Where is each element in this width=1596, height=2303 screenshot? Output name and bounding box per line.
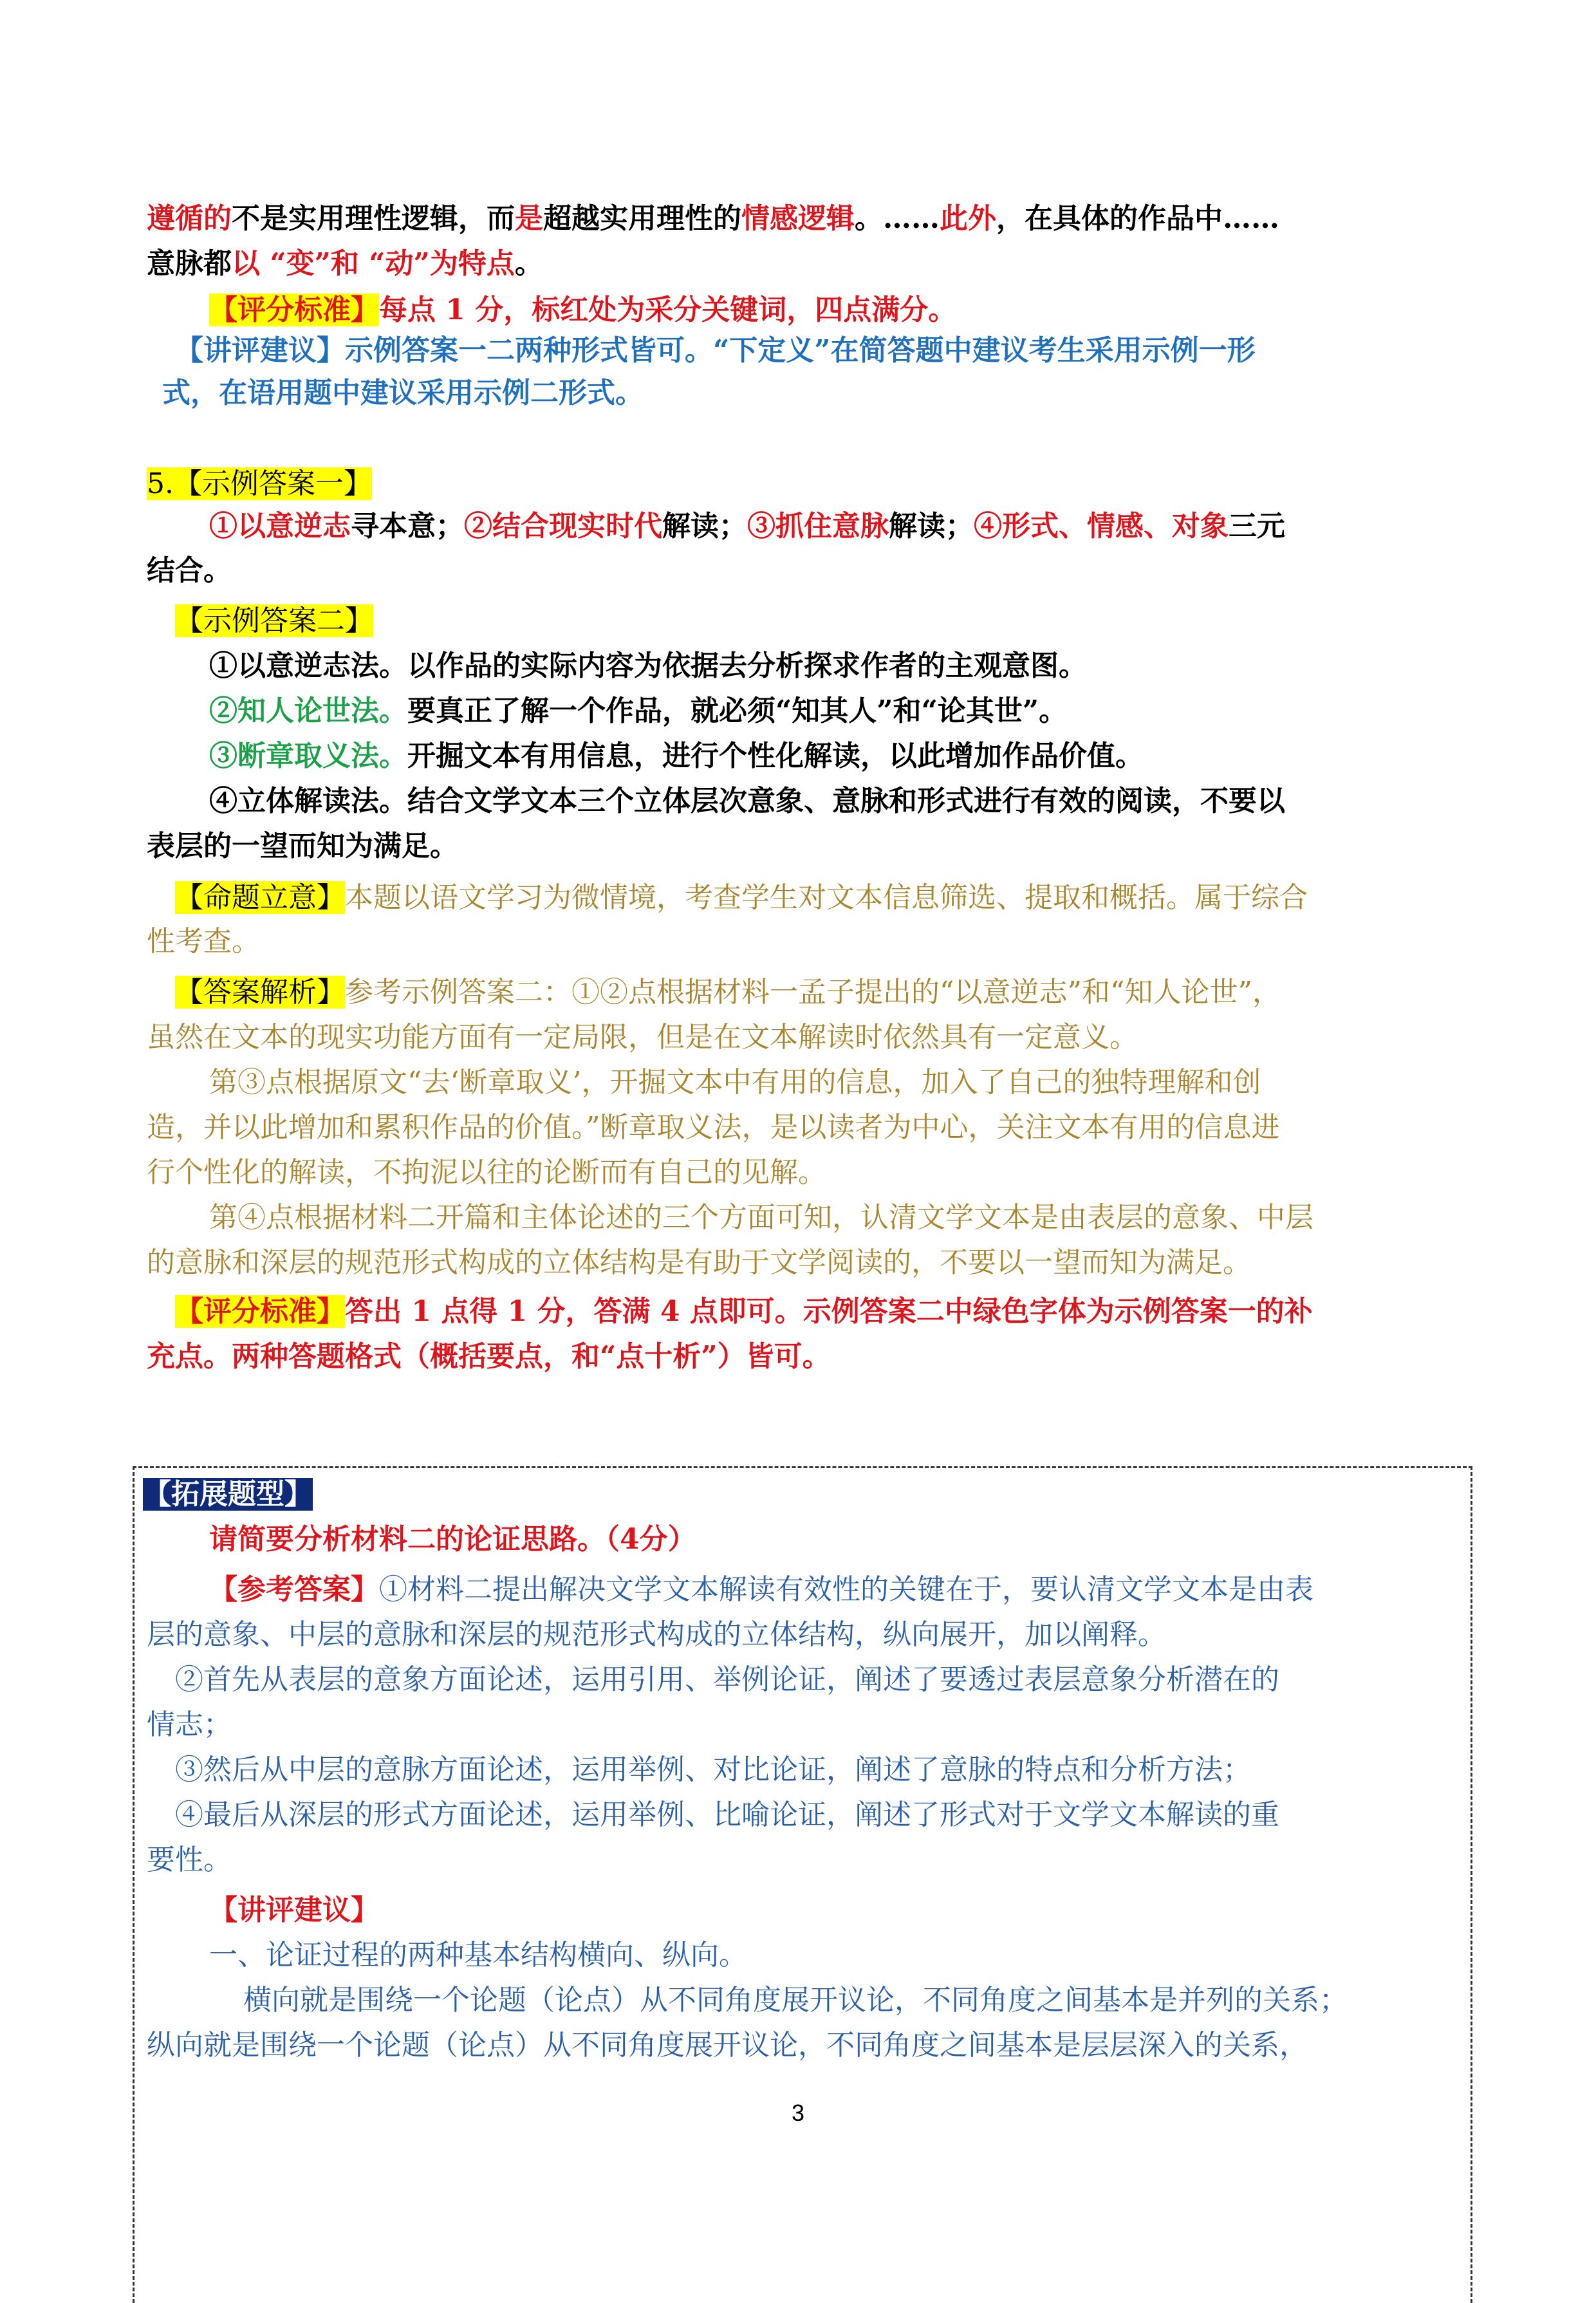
text: 超越实用理性的 bbox=[543, 202, 741, 235]
text: 。…… bbox=[855, 202, 940, 235]
keyword: 遵循的 bbox=[147, 202, 232, 235]
supplement-head: ②知人论世法。 bbox=[209, 695, 407, 727]
s5-intent-line2: 性考查。 bbox=[147, 925, 260, 958]
question-number: 5. bbox=[147, 467, 174, 500]
ext-advice-tag: 【讲评建议】 bbox=[209, 1894, 379, 1926]
ref-tag: 【参考答案】 bbox=[209, 1573, 379, 1606]
ext-tag-line bbox=[143, 1475, 1456, 1514]
ext-ref-line3: ②首先从表层的意象方面论述，运用引用、举例论证，阐述了要透过表层意象分析潜在的 bbox=[175, 1663, 1279, 1696]
analysis-text: 参考示例答案二：①②点根据材料一孟子提出的“以意逆志”和“知人论世”， bbox=[345, 976, 1281, 1009]
score-tag: 【评分标准】 bbox=[209, 294, 379, 326]
ext-ref-line2: 层的意象、中层的意脉和深层的规范形式构成的立体结构，纵向展开，加以阐释。 bbox=[147, 1618, 1166, 1651]
keyword: ③抓住意脉 bbox=[747, 510, 889, 543]
ext-question: 请简要分析材料二的论证思路。（4分） bbox=[209, 1523, 696, 1556]
text: ，在具体的作品中…… bbox=[996, 202, 1279, 235]
ext-ref-line1 bbox=[209, 1571, 1522, 1609]
keyword: ②结合现实时代 bbox=[464, 510, 662, 543]
s5-a2-item3 bbox=[209, 737, 1522, 776]
s5-analysis-line2: 虽然在文本的现实功能方面有一定局限，但是在文本解读时依然具有一定意义。 bbox=[147, 1021, 1138, 1054]
s5-analysis-line5: 行个性化的解读，不拘泥以往的论断而有自己的见解。 bbox=[147, 1156, 826, 1189]
text: 不是实用理性逻辑，而 bbox=[232, 202, 515, 235]
text: 意脉都 bbox=[147, 247, 232, 280]
s5-answer2-heading bbox=[175, 602, 1488, 640]
s5-analysis-line6: 第④点根据材料二开篇和主体论述的三个方面可知，认清文学文本是由表层的意象、中层 bbox=[209, 1201, 1313, 1234]
s5-analysis-line1 bbox=[175, 973, 1488, 1012]
intent-tag: 【命题立意】 bbox=[175, 881, 345, 914]
s5-analysis-line3: 第③点根据原文“去‘断章取义’，开掘文本中有用的信息，加入了自己的独特理解和创 bbox=[209, 1066, 1261, 1099]
ext-ref-line4: 情志； bbox=[147, 1708, 232, 1741]
keyword: 此外 bbox=[940, 202, 996, 235]
s4-advice-line1: 【讲评建议】示例答案一二两种形式皆可。“下定义”在简答题中建议考生采用示例一形 bbox=[175, 334, 1256, 367]
s5-score-line1 bbox=[175, 1292, 1488, 1331]
answer1-tag: 【示例答案一】 bbox=[173, 467, 372, 500]
page-number: 3 bbox=[791, 2100, 805, 2126]
keyword: 情感逻辑 bbox=[741, 202, 855, 235]
text: 。 bbox=[514, 247, 543, 280]
s5-a2-item1: ①以意逆志法。以作品的实际内容为依据去分析探求作者的主观意图。 bbox=[209, 649, 1087, 682]
s5-a1-line2: 结合。 bbox=[147, 554, 232, 587]
s5-a2-item2 bbox=[209, 692, 1522, 731]
s4-line2 bbox=[147, 245, 1460, 283]
extension-tag: 【拓展题型】 bbox=[143, 1478, 313, 1511]
keyword: ④形式、情感、对象 bbox=[974, 510, 1229, 543]
score-text: 每点 1 分，标红处为采分关键词，四点满分。 bbox=[379, 294, 957, 326]
ext-advice-line3: 纵向就是围绕一个论题（论点）从不同角度展开议论，不同角度之间基本是层层深入的关系， bbox=[147, 2029, 1308, 2062]
s5-a2-item4-line2: 表层的一望而知为满足。 bbox=[147, 830, 458, 862]
text: 解读； bbox=[662, 510, 747, 543]
ext-ref-line6: ④最后从深层的形式方面论述，运用举例、比喻论证，阐述了形式对于文学文本解读的重 bbox=[175, 1798, 1279, 1831]
text: 三元 bbox=[1229, 510, 1285, 543]
text: 寻本意； bbox=[351, 510, 464, 543]
score-text: 答出 1 点得 1 分，答满 4 点即可。示例答案二中绿色字体为示例答案一的补 bbox=[345, 1295, 1313, 1328]
s4-score bbox=[209, 291, 1522, 330]
s5-a1-line1 bbox=[209, 507, 1522, 546]
text: 要真正了解一个作品，就必须“知其人”和“论其世”。 bbox=[407, 695, 1068, 727]
keyword: ①以意逆志 bbox=[209, 510, 351, 543]
text: 解读； bbox=[889, 510, 974, 543]
ref-text: ①材料二提出解决文学文本解读有效性的关键在于，要认清文学文本是由表 bbox=[379, 1573, 1313, 1606]
s4-line1 bbox=[147, 200, 1460, 238]
s4-advice-line2: 式，在语用题中建议采用示例二形式。 bbox=[162, 377, 644, 409]
ext-ref-line5: ③然后从中层的意脉方面论述，运用举例、对比论证，阐述了意脉的特点和分析方法； bbox=[175, 1753, 1251, 1786]
intent-text: 本题以语文学习为微情境，考查学生对文本信息筛选、提取和概括。属于综合 bbox=[345, 881, 1308, 914]
s5-intent-line1 bbox=[175, 879, 1488, 917]
ext-advice-line2: 横向就是围绕一个论题（论点）从不同角度展开议论，不同角度之间基本是并列的关系； bbox=[243, 1984, 1348, 2017]
answer2-tag: 【示例答案二】 bbox=[175, 604, 373, 637]
keyword: 是 bbox=[515, 202, 543, 235]
ext-advice-line1: 一、论证过程的两种基本结构横向、纵向。 bbox=[209, 1939, 747, 1972]
text: 开掘文本有用信息，进行个性化解读，以此增加作品价值。 bbox=[407, 740, 1144, 772]
ext-ref-line7: 要性。 bbox=[147, 1843, 232, 1876]
s5-analysis-line7: 的意脉和深层的规范形式构成的立体结构是有助于文学阅读的，不要以一望而知为满足。 bbox=[147, 1246, 1251, 1279]
s5-analysis-line4: 造，并以此增加和累积作品的价值。”断章取义法，是以读者为中心，关注文本有用的信息进 bbox=[147, 1111, 1280, 1144]
keyword: 以 “变”和 “动”为特点 bbox=[232, 247, 515, 280]
analysis-tag: 【答案解析】 bbox=[175, 976, 345, 1009]
s5-score-line2: 充点。两种答题格式（概括要点，和“点十析”）皆可。 bbox=[147, 1340, 831, 1373]
score-tag: 【评分标准】 bbox=[175, 1295, 345, 1328]
s5-a2-item4-line1: ④立体解读法。结合文学文本三个立体层次意象、意脉和形式进行有效的阅读，不要以 bbox=[209, 785, 1285, 817]
supplement-head: ③断章取义法。 bbox=[209, 740, 407, 772]
s5-answer1-heading bbox=[147, 465, 1460, 503]
